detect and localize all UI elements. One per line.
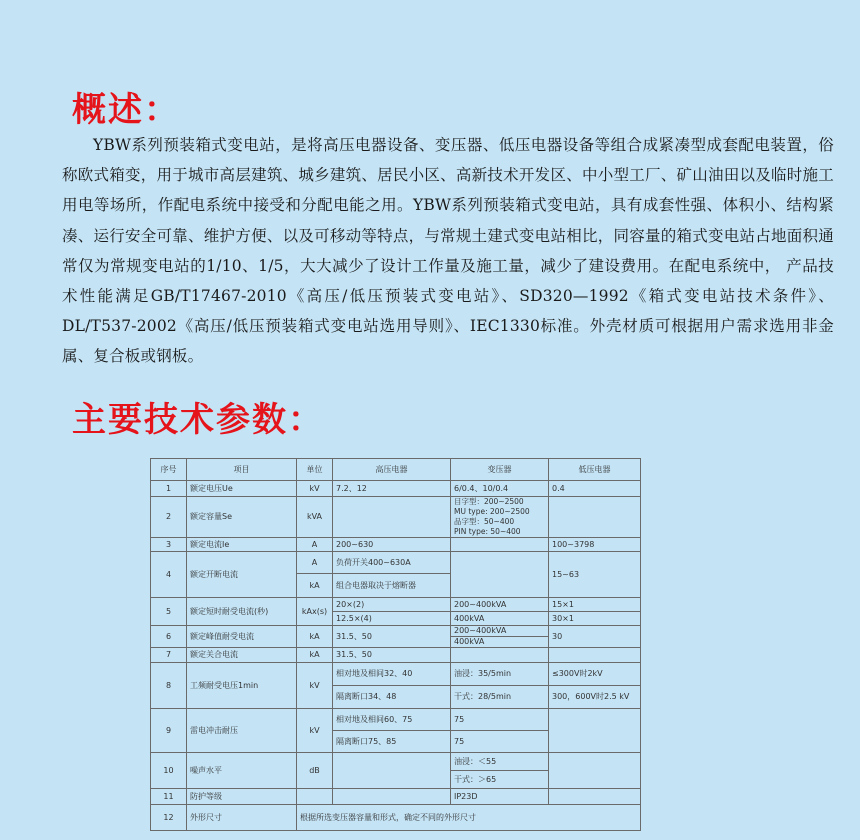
row-hv: 31.5、50 [333, 626, 451, 648]
table-row [151, 481, 641, 497]
row-unit: kV [297, 481, 333, 497]
spec-table [150, 458, 641, 831]
capacity-pin-cn: 品字型：50~400 [454, 517, 515, 526]
header-item: 项目 [187, 459, 297, 481]
row-tr [451, 538, 549, 552]
row-tr: 400kVA [451, 637, 549, 648]
row-lv [549, 648, 641, 663]
table-row [151, 497, 641, 538]
row-no: 10 [151, 753, 187, 789]
row-dimensions: 根据所选变压器容量和形式，确定不同的外形尺寸 [297, 805, 605, 831]
capacity-pin-en: PIN type: 50~400 [454, 527, 521, 536]
table-row [151, 753, 641, 771]
row-lv: 0.4 [549, 481, 641, 497]
table-row [151, 598, 641, 612]
header-hv: 高压电器 [333, 459, 451, 481]
row-hv: 12.5×(4) [333, 612, 451, 626]
row-tr: 75 [451, 731, 549, 753]
row-unit: kA [297, 648, 333, 663]
row-hv: 相对地及相间60、75 [333, 709, 451, 731]
row-lv: 30×1 [549, 612, 641, 626]
row-tr: 400kVA [451, 612, 549, 626]
row-hv: 组合电器取决于熔断器 [333, 574, 451, 598]
row-no: 3 [151, 538, 187, 552]
header-no: 序号 [151, 459, 187, 481]
row-item: 防护等级 [187, 789, 297, 805]
row-unit: dB [297, 753, 333, 789]
row-no: 8 [151, 663, 187, 709]
row-item: 额定电压Ue [187, 481, 297, 497]
row-tr [451, 552, 549, 598]
row-tr: 6/0.4、10/0.4 [451, 481, 549, 497]
row-hv: 7.2、12 [333, 481, 451, 497]
table-row [151, 789, 641, 805]
row-hv [333, 753, 451, 789]
row-lv [549, 753, 641, 789]
row-unit: kV [297, 709, 333, 753]
row-hv: 200~630 [333, 538, 451, 552]
row-unit: kAx(s) [297, 598, 333, 626]
row-item: 额定容量Se [187, 497, 297, 538]
row-hv: 负荷开关400~630A [333, 552, 451, 574]
row-lv [549, 709, 641, 753]
row-no: 11 [151, 789, 187, 805]
row-tr: 200~400kVA [451, 626, 549, 637]
row-tr: 干式：＞65 [451, 771, 549, 789]
row-tr [451, 648, 549, 663]
row-lv: 15×1 [549, 598, 641, 612]
row-lv [549, 789, 641, 805]
row-hv: 隔离断口75、85 [333, 731, 451, 753]
row-item: 额定峰值耐受电流 [187, 626, 297, 648]
row-item: 额定关合电流 [187, 648, 297, 663]
row-item: 外形尺寸 [187, 805, 297, 831]
header-lv: 低压电器 [549, 459, 641, 481]
row-item: 雷电冲击耐压 [187, 709, 297, 753]
row-tr: 油浸：＜55 [451, 753, 549, 771]
row-hv: 隔离断口34、48 [333, 686, 451, 709]
row-item: 工频耐受电压1min [187, 663, 297, 709]
row-no: 4 [151, 552, 187, 598]
row-no: 1 [151, 481, 187, 497]
row-tr [451, 497, 549, 538]
row-tr: 75 [451, 709, 549, 731]
row-lv: ≤300V时2kV [549, 663, 641, 686]
table-row [151, 538, 641, 552]
overview-paragraph: YBW系列预装箱式变电站，是将高压电器设备、变压器、低压电器设备等组合成紧凑型成套配电装置，俗称欧式箱变，用于城市高层建筑、城乡建筑、居民小区、高新技术开发区、中小型工厂、矿山油田以及临时施工用电等场所，作配电系统中接受和分配电能之用。YBW系列预装箱式变电站，具有成套性强、体积小、结构紧凑、运行安全可靠、维护方便、以及可移动等特点，与常规土建式变电站相比，同容量的箱式变电站占地面积通常仅为常规变电站的1/10、1/5，大大减少了设计工作量及施工量，减少了建设费用。在配电系统中， 产品技术性能满足GB/T17467-2010《高压/低压预装式变电站》、SD320—1992《箱式变电站技术条件》、DL/T537-2002《高压/低压预装箱式变电站选用导则》、IEC1330标准。外壳材质可根据用户需求选用非金属、复合板或钢板。 [62, 136, 834, 366]
row-no: 9 [151, 709, 187, 753]
table-header-row [151, 459, 641, 481]
capacity-mu-cn: 目字型：200~2500 [454, 497, 524, 506]
row-unit: A [297, 538, 333, 552]
row-tr: 干式：28/5min [451, 686, 549, 709]
row-item: 额定电流Ie [187, 538, 297, 552]
row-no: 12 [151, 805, 187, 831]
row-hv: 20×(2) [333, 598, 451, 612]
row-unit: kVA [297, 497, 333, 538]
row-unit: kA [297, 574, 333, 598]
row-hv: 31.5、50 [333, 648, 451, 663]
row-unit [297, 789, 333, 805]
row-no: 6 [151, 626, 187, 648]
row-item: 噪声水平 [187, 753, 297, 789]
row-lv: 15~63 [549, 552, 641, 598]
row-lv: 30 [549, 626, 641, 648]
table-row [151, 709, 641, 731]
table-row [151, 626, 641, 637]
row-no: 5 [151, 598, 187, 626]
row-item: 额定短时耐受电流(秒) [187, 598, 297, 626]
header-unit: 单位 [297, 459, 333, 481]
row-lv [549, 497, 641, 538]
table-row [151, 805, 641, 831]
row-tr: 油浸：35/5min [451, 663, 549, 686]
row-tr: 200~400kVA [451, 598, 549, 612]
table-row [151, 663, 641, 686]
header-tr: 变压器 [451, 459, 549, 481]
row-hv [333, 789, 451, 805]
capacity-mu-en: MU type: 200~2500 [454, 507, 530, 516]
row-item: 额定开断电流 [187, 552, 297, 598]
row-hv [333, 497, 451, 538]
specs-heading: 主要技术参数： [72, 400, 324, 440]
row-no: 2 [151, 497, 187, 538]
table-row [151, 648, 641, 663]
row-no: 7 [151, 648, 187, 663]
table-row [151, 552, 641, 574]
row-lv: 100~3798 [549, 538, 641, 552]
row-tr: IP23D [451, 789, 549, 805]
row-lv: 300，600V时2.5 kV [549, 686, 641, 709]
row-unit: A [297, 552, 333, 574]
overview-heading: 概述： [72, 90, 180, 130]
row-unit: kA [297, 626, 333, 648]
row-unit: kV [297, 663, 333, 709]
row-hv: 相对地及相间32、40 [333, 663, 451, 686]
